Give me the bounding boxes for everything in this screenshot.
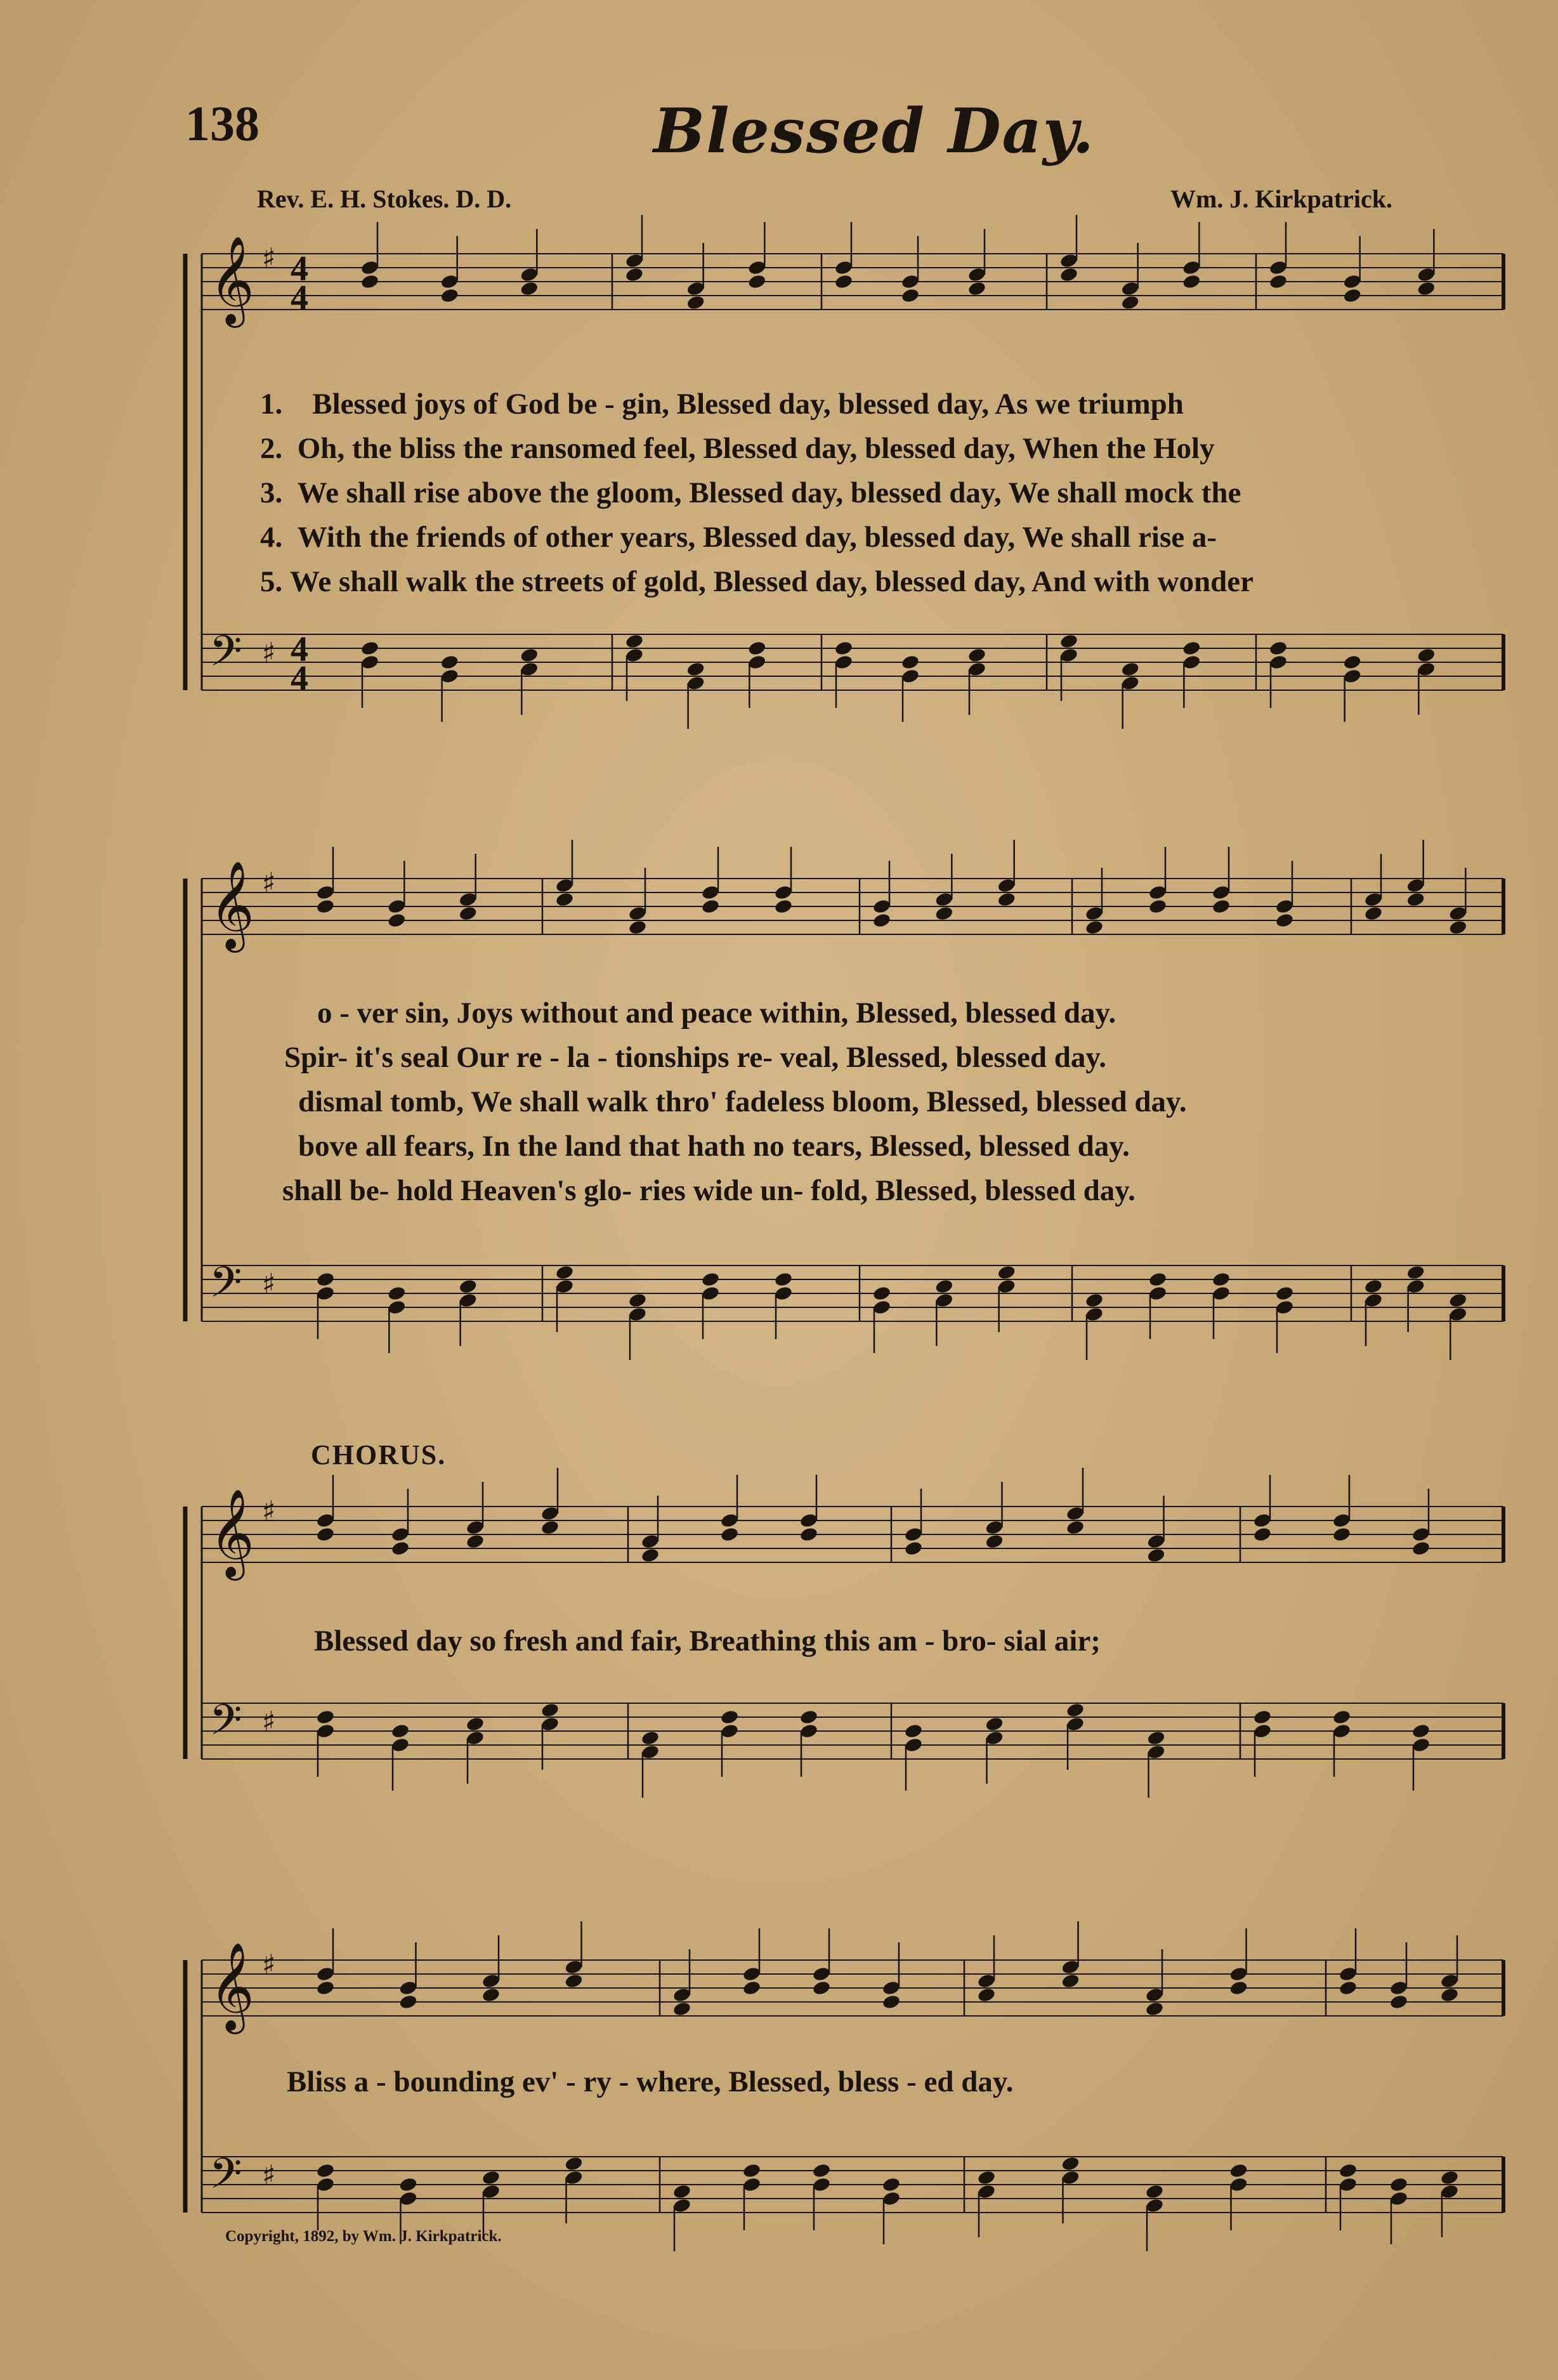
notehead xyxy=(686,280,705,297)
bass-clef-icon: 𝄢 xyxy=(209,627,242,686)
treble-clef-icon: 𝄞 xyxy=(209,861,254,949)
notehead xyxy=(316,2176,336,2193)
notehead xyxy=(641,1730,660,1746)
notehead xyxy=(540,1702,560,1718)
notehead xyxy=(834,654,854,670)
notehead xyxy=(1066,1505,1085,1522)
copyright-notice: Copyright, 1892, by Wm. J. Kirkpatrick. xyxy=(225,2228,502,2245)
notehead xyxy=(774,1285,794,1302)
notehead xyxy=(625,633,645,650)
notehead xyxy=(466,1716,485,1732)
notehead xyxy=(316,1709,336,1725)
notehead xyxy=(1440,1973,1460,1989)
notehead xyxy=(1389,2190,1409,2207)
notehead xyxy=(1411,1723,1431,1739)
notehead xyxy=(1342,273,1362,290)
notehead xyxy=(872,1285,892,1302)
notehead xyxy=(1364,905,1384,922)
notehead xyxy=(1148,884,1168,901)
notehead xyxy=(934,891,954,908)
notehead xyxy=(1269,654,1288,670)
time-signature-bottom: 4 xyxy=(291,659,308,698)
notehead xyxy=(1275,912,1295,929)
notehead xyxy=(391,1526,410,1543)
bass-clef-icon: 𝄢 xyxy=(209,1696,242,1755)
notehead xyxy=(440,273,459,290)
chorus-line-2: Bliss a - bounding ev' - ry - where, Blessed, bless - ed day. xyxy=(287,2065,1014,2098)
notehead xyxy=(391,1540,410,1557)
notehead xyxy=(985,1716,1004,1732)
notehead xyxy=(1120,294,1140,311)
notehead xyxy=(1085,919,1104,936)
notehead xyxy=(701,898,721,915)
notehead xyxy=(360,654,380,670)
notehead xyxy=(316,898,336,915)
notehead xyxy=(1364,891,1384,908)
notehead xyxy=(316,1512,336,1529)
notehead xyxy=(977,2183,997,2200)
notehead xyxy=(481,1973,501,1989)
notehead xyxy=(555,1264,575,1281)
notehead xyxy=(720,1709,740,1725)
bass-clef-icon: 𝄢 xyxy=(209,2149,242,2208)
notehead xyxy=(799,1526,819,1543)
notehead xyxy=(391,1737,410,1753)
notehead xyxy=(628,1306,648,1323)
notehead xyxy=(387,912,407,929)
notehead xyxy=(1182,654,1201,670)
notehead xyxy=(934,1278,954,1295)
notehead xyxy=(812,1966,832,1982)
notehead xyxy=(967,661,987,677)
notehead xyxy=(564,1973,584,1989)
notehead xyxy=(360,640,380,657)
notehead xyxy=(747,640,767,657)
chorus-heading: CHORUS. xyxy=(311,1439,447,1470)
notehead xyxy=(555,1278,575,1295)
notehead xyxy=(872,912,892,929)
notehead xyxy=(701,1271,721,1288)
notehead xyxy=(1061,2155,1080,2172)
notehead xyxy=(564,1959,584,1975)
chorus-line-1: Blessed day so fresh and fair, Breathing this am - bro- sial air; xyxy=(314,1625,1101,1658)
notehead xyxy=(1417,280,1436,297)
verse-2-part-2: Spir- it's seal Our re - la - tionships re- veal, Blessed, blessed day. xyxy=(284,1041,1107,1074)
notehead xyxy=(997,1264,1016,1281)
notehead xyxy=(1332,1512,1352,1529)
notehead xyxy=(882,1980,901,1996)
treble-clef-icon: 𝄞 xyxy=(209,1942,254,2030)
notehead xyxy=(1389,1994,1409,2010)
notehead xyxy=(901,654,920,670)
notehead xyxy=(466,1519,485,1536)
hymn-title: Blessed Day. xyxy=(653,95,1096,167)
notehead xyxy=(466,1533,485,1550)
notehead xyxy=(812,2162,832,2179)
notehead xyxy=(316,1980,336,1996)
notehead xyxy=(977,1973,997,1989)
notehead xyxy=(1417,266,1436,283)
notehead xyxy=(686,294,705,311)
notehead xyxy=(1339,2176,1358,2193)
notehead xyxy=(1417,647,1436,664)
notehead xyxy=(1411,1540,1431,1557)
notehead xyxy=(967,647,987,664)
notehead xyxy=(1269,273,1288,290)
author-credit: Rev. E. H. Stokes. D. D. xyxy=(257,185,512,213)
notehead xyxy=(440,668,459,684)
notehead xyxy=(540,1519,560,1536)
notehead xyxy=(1411,1737,1431,1753)
notehead xyxy=(625,266,645,283)
notehead xyxy=(1146,1744,1166,1760)
notehead xyxy=(720,1723,740,1739)
notehead xyxy=(481,2183,501,2200)
time-signature-bottom: 4 xyxy=(291,278,308,318)
notehead xyxy=(1275,1299,1295,1316)
notehead xyxy=(540,1505,560,1522)
notehead xyxy=(1066,1519,1085,1536)
notehead xyxy=(641,1547,660,1564)
verse-4-part-2: bove all fears, In the land that hath no tears, Blessed, blessed day. xyxy=(298,1130,1130,1163)
notehead xyxy=(701,1285,721,1302)
notehead xyxy=(458,905,478,922)
notehead xyxy=(391,1723,410,1739)
sharp-icon: ♯ xyxy=(262,1949,276,1981)
notehead xyxy=(1253,1512,1273,1529)
notehead xyxy=(1148,1285,1168,1302)
notehead xyxy=(1148,898,1168,915)
notehead xyxy=(934,905,954,922)
notehead xyxy=(774,1271,794,1288)
notehead xyxy=(641,1744,660,1760)
notehead xyxy=(1406,877,1425,894)
notehead xyxy=(834,640,854,657)
notehead xyxy=(316,1723,336,1739)
notehead xyxy=(1146,1547,1166,1564)
notehead xyxy=(1342,668,1362,684)
notehead xyxy=(799,1723,819,1739)
notehead xyxy=(1342,287,1362,304)
composer-credit: Wm. J. Kirkpatrick. xyxy=(1170,185,1392,213)
notehead xyxy=(520,661,539,677)
notehead xyxy=(466,1730,485,1746)
notehead xyxy=(1146,1533,1166,1550)
notehead xyxy=(747,273,767,290)
sharp-icon: ♯ xyxy=(262,2159,276,2192)
notehead xyxy=(1085,905,1104,922)
notehead xyxy=(742,1966,762,1982)
verse-1-part-1: 1. Blessed joys of God be - gin, Blessed day, blessed day, As we triumph xyxy=(260,388,1184,421)
sharp-icon: ♯ xyxy=(262,1268,276,1300)
notehead xyxy=(628,905,648,922)
notehead xyxy=(1120,675,1140,691)
notehead xyxy=(812,1980,832,1996)
notehead xyxy=(904,1737,924,1753)
notehead xyxy=(747,654,767,670)
notehead xyxy=(520,280,539,297)
notehead xyxy=(520,647,539,664)
notehead xyxy=(872,1299,892,1316)
notehead xyxy=(872,898,892,915)
notehead xyxy=(774,898,794,915)
notehead xyxy=(1406,1278,1425,1295)
notehead xyxy=(1120,280,1140,297)
time-signature-top: 4 xyxy=(291,249,308,289)
notehead xyxy=(1339,1966,1358,1982)
notehead xyxy=(720,1526,740,1543)
notehead xyxy=(564,2169,584,2186)
notehead xyxy=(1417,661,1436,677)
notehead xyxy=(481,1987,501,2003)
notehead xyxy=(904,1540,924,1557)
notehead xyxy=(1229,1966,1248,1982)
sharp-icon: ♯ xyxy=(262,242,276,275)
notehead xyxy=(1059,252,1079,269)
notehead xyxy=(742,1980,762,1996)
notehead xyxy=(812,2176,832,2193)
notehead xyxy=(799,1709,819,1725)
notehead xyxy=(1085,1306,1104,1323)
notehead xyxy=(398,1994,418,2010)
notehead xyxy=(398,2190,418,2207)
verse-2-part-1: 2. Oh, the bliss the ransomed feel, Blessed day, blessed day, When the Holy xyxy=(260,432,1215,465)
notehead xyxy=(985,1730,1004,1746)
notehead xyxy=(1229,1980,1248,1996)
notehead xyxy=(316,2162,336,2179)
notehead xyxy=(1253,1723,1273,1739)
notehead xyxy=(1389,2176,1409,2193)
sharp-icon: ♯ xyxy=(262,637,276,669)
notehead xyxy=(672,2001,692,2017)
notehead xyxy=(967,280,987,297)
verse-5-part-1: 5. We shall walk the streets of gold, Blessed day, blessed day, And with wonder xyxy=(260,565,1254,598)
notehead xyxy=(1269,259,1288,276)
notehead xyxy=(1146,1730,1166,1746)
notehead xyxy=(1145,2183,1165,2200)
notehead xyxy=(1440,1987,1460,2003)
notehead xyxy=(316,1966,336,1982)
notehead xyxy=(316,1271,336,1288)
notehead xyxy=(672,1987,692,2003)
notehead xyxy=(977,2169,997,2186)
notehead xyxy=(834,259,854,276)
notehead xyxy=(672,2183,692,2200)
page-number: 138 xyxy=(185,96,259,151)
notehead xyxy=(747,259,767,276)
notehead xyxy=(882,1994,901,2010)
notehead xyxy=(316,1285,336,1302)
notehead xyxy=(555,891,575,908)
notehead xyxy=(882,2190,901,2207)
notehead xyxy=(1339,1980,1358,1996)
notehead xyxy=(720,1512,740,1529)
notehead xyxy=(1406,891,1425,908)
verse-4-part-1: 4. With the friends of other years, Blessed day, blessed day, We shall rise a- xyxy=(260,521,1217,554)
notehead xyxy=(1411,1526,1431,1543)
notehead xyxy=(1212,884,1231,901)
notehead xyxy=(625,252,645,269)
notehead xyxy=(1332,1723,1352,1739)
notehead xyxy=(799,1512,819,1529)
notehead xyxy=(1085,1292,1104,1309)
notehead xyxy=(774,884,794,901)
notehead xyxy=(1275,898,1295,915)
notehead xyxy=(1332,1526,1352,1543)
notehead xyxy=(387,1299,407,1316)
notehead xyxy=(360,259,380,276)
notehead xyxy=(1448,905,1468,922)
notehead xyxy=(1448,1306,1468,1323)
sharp-icon: ♯ xyxy=(262,867,276,899)
notehead xyxy=(1448,919,1468,936)
verse-1-part-2: o - ver sin, Joys without and peace within, Blessed, blessed day. xyxy=(317,997,1116,1030)
notehead xyxy=(901,273,920,290)
notehead xyxy=(458,891,478,908)
notehead xyxy=(1253,1526,1273,1543)
notehead xyxy=(1145,2001,1165,2017)
notehead xyxy=(686,675,705,691)
notehead xyxy=(1182,640,1201,657)
notehead xyxy=(1275,1285,1295,1302)
notehead xyxy=(360,273,380,290)
notehead xyxy=(520,266,539,283)
notehead xyxy=(564,2155,584,2172)
notehead xyxy=(997,1278,1016,1295)
notehead xyxy=(1448,1292,1468,1309)
notehead xyxy=(1061,2169,1080,2186)
notehead xyxy=(672,2197,692,2214)
notehead xyxy=(1229,2162,1248,2179)
treble-clef-icon: 𝄞 xyxy=(209,236,254,324)
sharp-icon: ♯ xyxy=(262,1495,276,1527)
notehead xyxy=(977,1987,997,2003)
notehead xyxy=(1061,1959,1080,1975)
notehead xyxy=(1059,633,1079,650)
notehead xyxy=(934,1292,954,1309)
notehead xyxy=(686,661,705,677)
notehead xyxy=(985,1519,1004,1536)
notehead xyxy=(1066,1716,1085,1732)
notehead xyxy=(316,884,336,901)
notehead xyxy=(387,898,407,915)
notehead xyxy=(1364,1292,1384,1309)
notehead xyxy=(1342,654,1362,670)
notehead xyxy=(967,266,987,283)
notehead xyxy=(1061,1973,1080,1989)
notehead xyxy=(555,877,575,894)
notehead xyxy=(985,1533,1004,1550)
notehead xyxy=(1332,1709,1352,1725)
notehead xyxy=(1182,273,1201,290)
notehead xyxy=(904,1526,924,1543)
notehead xyxy=(1253,1709,1273,1725)
notehead xyxy=(1066,1702,1085,1718)
notehead xyxy=(1059,647,1079,664)
notehead xyxy=(742,2162,762,2179)
notehead xyxy=(742,2176,762,2193)
notehead xyxy=(1120,661,1140,677)
notehead xyxy=(1440,2169,1460,2186)
verse-3-part-2: dismal tomb, We shall walk thro' fadeless bloom, Blessed, blessed day. xyxy=(298,1085,1187,1118)
notehead xyxy=(1364,1278,1384,1295)
notehead xyxy=(901,287,920,304)
sharp-icon: ♯ xyxy=(262,1706,276,1738)
notehead xyxy=(628,1292,648,1309)
notehead xyxy=(997,877,1016,894)
notehead xyxy=(540,1716,560,1732)
notehead xyxy=(701,884,721,901)
notehead xyxy=(387,1285,407,1302)
notehead xyxy=(1059,266,1079,283)
notehead xyxy=(901,668,920,684)
notehead xyxy=(904,1723,924,1739)
notehead xyxy=(440,654,459,670)
notehead xyxy=(1440,2183,1460,2200)
verse-3-part-1: 3. We shall rise above the gloom, Blessed day, blessed day, We shall mock the xyxy=(260,476,1241,509)
notehead xyxy=(440,287,459,304)
notehead xyxy=(1212,1285,1231,1302)
bass-clef-icon: 𝄢 xyxy=(209,1258,242,1317)
notehead xyxy=(882,2176,901,2193)
notehead xyxy=(628,919,648,936)
notehead xyxy=(481,2169,501,2186)
time-signature-top: 4 xyxy=(291,630,308,669)
notehead xyxy=(641,1533,660,1550)
notehead xyxy=(1406,1264,1425,1281)
notehead xyxy=(1389,1980,1409,1996)
notehead xyxy=(1145,2197,1165,2214)
notehead xyxy=(1182,259,1201,276)
treble-clef-icon: 𝄞 xyxy=(209,1489,254,1577)
notehead xyxy=(625,647,645,664)
notehead xyxy=(1212,898,1231,915)
notehead xyxy=(316,1526,336,1543)
notehead xyxy=(1148,1271,1168,1288)
notehead xyxy=(398,2176,418,2193)
notehead xyxy=(834,273,854,290)
verse-5-part-2: shall be- hold Heaven's glo- ries wide un- fold, Blessed, blessed day. xyxy=(282,1174,1136,1207)
notehead xyxy=(1339,2162,1358,2179)
notehead xyxy=(997,891,1016,908)
notehead xyxy=(398,1980,418,1996)
notehead xyxy=(458,1292,478,1309)
notehead xyxy=(1269,640,1288,657)
notehead xyxy=(458,1278,478,1295)
notehead xyxy=(1145,1987,1165,2003)
notehead xyxy=(1229,2176,1248,2193)
notehead xyxy=(1212,1271,1231,1288)
